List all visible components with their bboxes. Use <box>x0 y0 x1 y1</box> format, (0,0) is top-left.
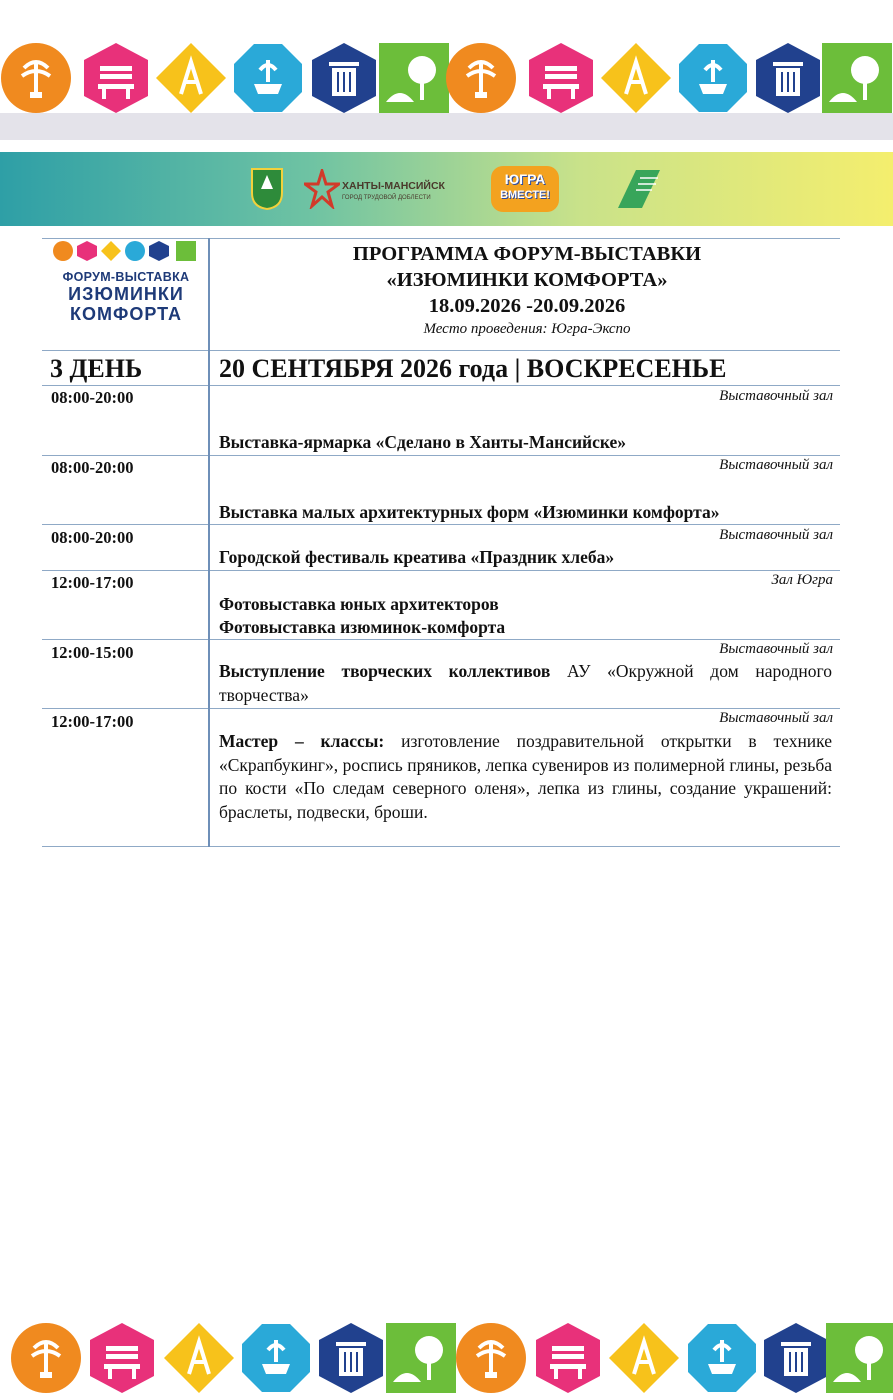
day-label: 3 ДЕНЬ <box>50 354 143 383</box>
bottom-icon-row <box>0 1320 893 1400</box>
slide-icon <box>163 1322 235 1394</box>
event-hall: Выставочный зал <box>719 457 833 473</box>
slide-icon <box>608 1322 680 1394</box>
event-time: 12:00-15:00 <box>51 643 134 662</box>
table-top-border <box>42 238 840 239</box>
logo-banner <box>0 152 893 226</box>
event-hall: Зал Югра <box>771 572 833 588</box>
trash-bin-icon <box>308 42 380 114</box>
event-title: Фотовыставка юных архитекторов <box>219 594 499 614</box>
table-divider <box>42 385 840 386</box>
city-coat-of-arms-icon <box>250 167 284 211</box>
fountain-icon <box>0 42 72 114</box>
event-hall: Выставочный зал <box>719 710 833 726</box>
top-icon-row <box>0 40 893 120</box>
forum-logo-line1: ФОРУМ-ВЫСТАВКА <box>62 270 190 284</box>
city-name: ХАНТЫ-МАНСИЙСК <box>342 180 445 192</box>
trash-bin-icon <box>315 1322 387 1394</box>
bench-icon <box>80 42 152 114</box>
event-title-secondary: Фотовыставка изюминок-комфорта <box>219 617 506 637</box>
title-line1: ПРОГРАММА ФОРУМ-ВЫСТАВКИ <box>352 243 702 265</box>
national-projects-logo-icon <box>616 168 662 210</box>
garden-fountain-icon <box>686 1322 758 1394</box>
event-time: 12:00-17:00 <box>51 573 134 592</box>
bench-icon <box>525 42 597 114</box>
event-time: 08:00-20:00 <box>51 528 134 547</box>
event-time: 12:00-17:00 <box>51 712 134 731</box>
garden-fountain-icon <box>240 1322 312 1394</box>
tree-icon <box>825 1322 893 1394</box>
table-column-divider <box>208 238 210 847</box>
table-divider <box>42 455 840 456</box>
title-line2: «ИЗЮМИНКИ КОМФОРТА» <box>386 269 668 291</box>
event-title: Выставка-ярмарка «Сделано в Ханты-Мансийске» <box>219 432 627 452</box>
title-dates: 18.09.2026 -20.09.2026 <box>428 295 626 317</box>
forum-logo-line2: ИЗЮМИНКИ <box>68 284 184 304</box>
garden-fountain-icon <box>232 42 304 114</box>
event-time: 08:00-20:00 <box>51 388 134 407</box>
bench-icon <box>532 1322 604 1394</box>
event-title-rest: АУ «Окружной дом народного творчества» <box>219 661 832 705</box>
red-star-icon <box>304 169 340 209</box>
fountain-icon <box>10 1322 82 1394</box>
forum-logo <box>44 240 208 348</box>
gray-divider-band <box>0 113 893 140</box>
bench-icon <box>86 1322 158 1394</box>
forum-logo-icons <box>52 240 200 262</box>
event-hall: Выставочный зал <box>719 641 833 657</box>
title-venue: Место проведения: Югра-Экспо <box>423 321 631 337</box>
yugra-vmeste-logo: ЮГРА ВМЕСТЕ! <box>491 166 559 212</box>
garden-fountain-icon <box>677 42 749 114</box>
event-title: Выставка малых архитектурных форм «Изюминки комфорта» <box>219 502 720 522</box>
day-date: 20 СЕНТЯБРЯ 2026 года | ВОСКРЕСЕНЬЕ <box>219 354 727 383</box>
event-hall: Выставочный зал <box>719 388 833 404</box>
table-divider <box>42 708 840 709</box>
tree-icon <box>378 42 450 114</box>
slide-icon <box>155 42 227 114</box>
event-time: 08:00-20:00 <box>51 458 134 477</box>
table-bottom-border <box>42 846 840 847</box>
tree-icon <box>385 1322 457 1394</box>
trash-bin-icon <box>752 42 824 114</box>
slide-icon <box>600 42 672 114</box>
event-title-rest: изготовление поздравительной открытки в технике «Скрапбукинг», роспись пряников, лепка сувениров из полимерной глины, резьба по кости «По следам северного оленя», лепка из глины, создание украшений: браслеты, подвески, броши. <box>219 731 833 822</box>
trash-bin-icon <box>760 1322 832 1394</box>
tree-icon <box>821 42 893 114</box>
city-subtitle: ГОРОД ТРУДОВОЙ ДОБЛЕСТИ <box>342 195 431 201</box>
program-title <box>214 241 840 339</box>
fountain-icon <box>455 1322 527 1394</box>
event-title-bold: Выступление творческих коллективов <box>219 661 551 681</box>
forum-logo-line3: КОМФОРТА <box>70 304 182 324</box>
event-hall: Выставочный зал <box>719 527 833 543</box>
event-title: Городской фестиваль креатива «Праздник хлеба» <box>219 547 615 567</box>
event-description <box>219 730 832 824</box>
table-divider <box>42 350 840 351</box>
fountain-icon <box>445 42 517 114</box>
table-divider <box>42 570 840 571</box>
event-title-bold: Мастер – классы: <box>219 731 385 751</box>
event-title <box>219 660 832 707</box>
